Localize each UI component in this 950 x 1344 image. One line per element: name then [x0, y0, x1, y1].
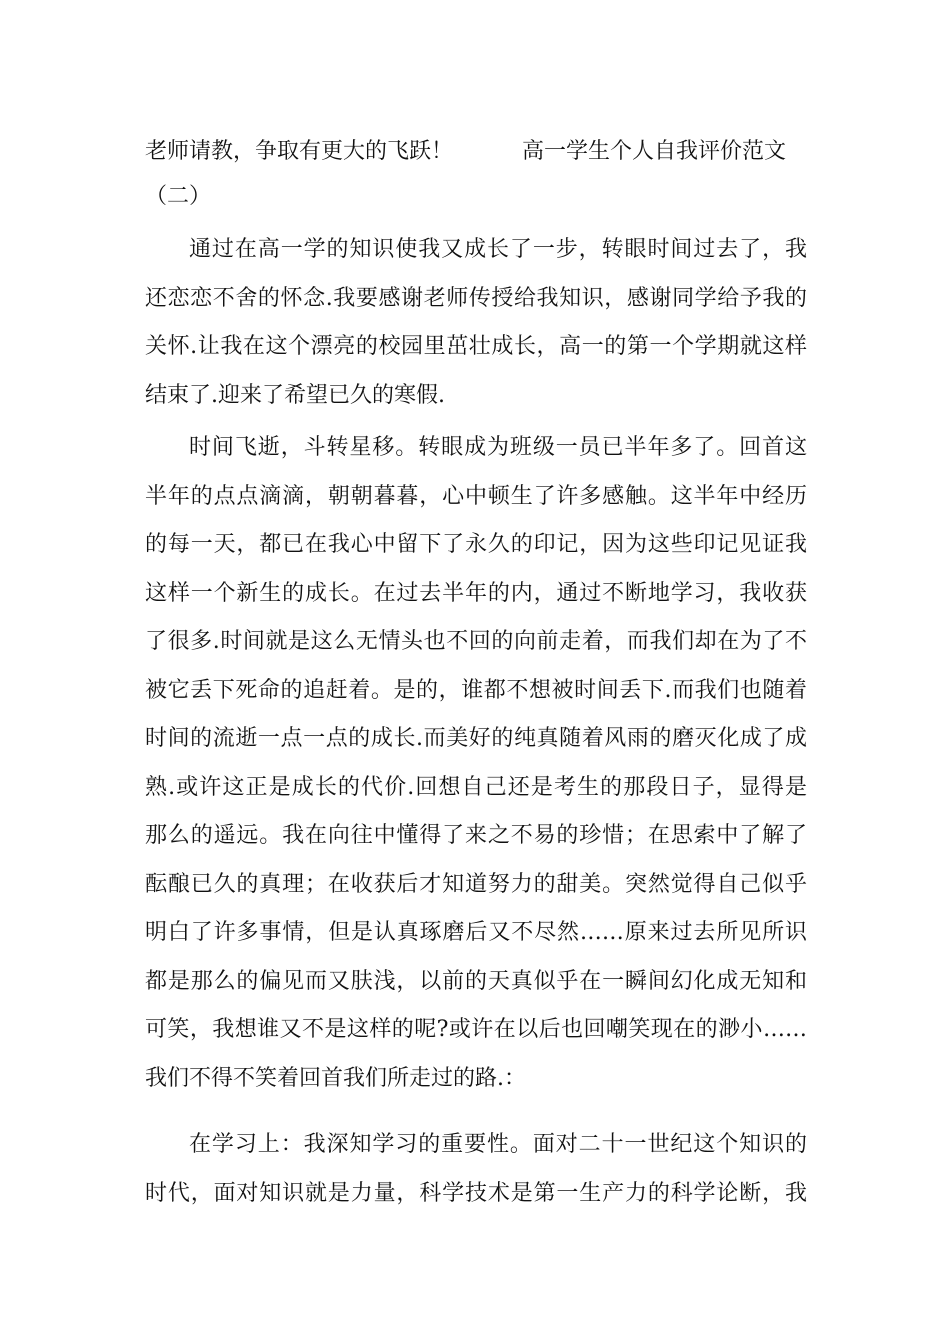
- paragraph-line: 这样一个新生的成长。在过去半年的内，通过不断地学习，我收获: [145, 580, 807, 606]
- paragraph-line: 的每一天，都已在我心中留下了永久的印记，因为这些印记见证我: [145, 532, 807, 557]
- section-title: 高一学生个人自我评价范文: [522, 139, 787, 164]
- paragraph-line: 被它丢下死命的追赶着。是的，谁都不想被时间丢下.而我们也随着: [145, 677, 807, 703]
- paragraph-line: 熟.或许这正是成长的代价.回想自己还是考生的那段日子，显得是: [145, 774, 807, 800]
- paragraph-line: 在学习上：我深知学习的重要性。面对二十一世纪这个知识的: [189, 1132, 807, 1157]
- paragraph-line: 都是那么的偏见而又肤浅，以前的天真似乎在一瞬间幻化成无知和: [145, 968, 807, 994]
- paragraph-line: 还恋恋不舍的怀念.我要感谢老师传授给我知识，感谢同学给予我的: [145, 285, 807, 311]
- first-row: [145, 128, 807, 176]
- paragraph-line: 时代，面对知识就是力量，科学技术是第一生产力的科学论断，我: [145, 1180, 807, 1206]
- paragraph-line: 可笑，我想谁又不是这样的呢?或许在以后也回嘲笑现在的渺小……: [145, 1017, 807, 1042]
- paragraph-line: 关怀.让我在这个漂亮的校园里茁壮成长，高一的第一个学期就这样: [145, 334, 807, 359]
- paragraph-line: 那么的遥远。我在向往中懂得了来之不易的珍惜；在思索中了解了: [145, 823, 807, 848]
- paragraph-line: 时间的流逝一点一点的成长.而美好的纯真随着风雨的磨灭化成了成: [145, 726, 807, 751]
- paragraph-line: 酝酿已久的真理；在收获后才知道努力的甜美。突然觉得自己似乎: [145, 871, 807, 897]
- paragraph-3: [145, 1121, 807, 1218]
- continuation-text: 老师请教，争取有更大的飞跃！: [145, 139, 454, 164]
- paragraph-line: 我们不得不笑着回首我们所走过的路.：: [145, 1065, 526, 1091]
- paragraph-line: 时间飞逝，斗转星移。转眼成为班级一员已半年多了。回首这: [189, 435, 807, 460]
- paragraph-1: [145, 226, 807, 420]
- paragraph-line: 半年的点点滴滴，朝朝暮暮，心中顿生了许多感触。这半年中经历: [145, 483, 807, 509]
- section-title-suffix: （二）: [145, 184, 212, 209]
- paragraph-line: 通过在高一学的知识使我又成长了一步，转眼时间过去了，我: [189, 237, 807, 262]
- paragraph-2: [145, 424, 807, 1103]
- paragraph-line: 明白了许多事情，但是认真琢磨后又不尽然……原来过去所见所识: [145, 920, 807, 945]
- paragraph-line: 结束了.迎来了希望已久的寒假.: [145, 382, 445, 408]
- paragraph-line: 了很多.时间就是这么无情头也不回的向前走着，而我们却在为了不: [145, 629, 807, 654]
